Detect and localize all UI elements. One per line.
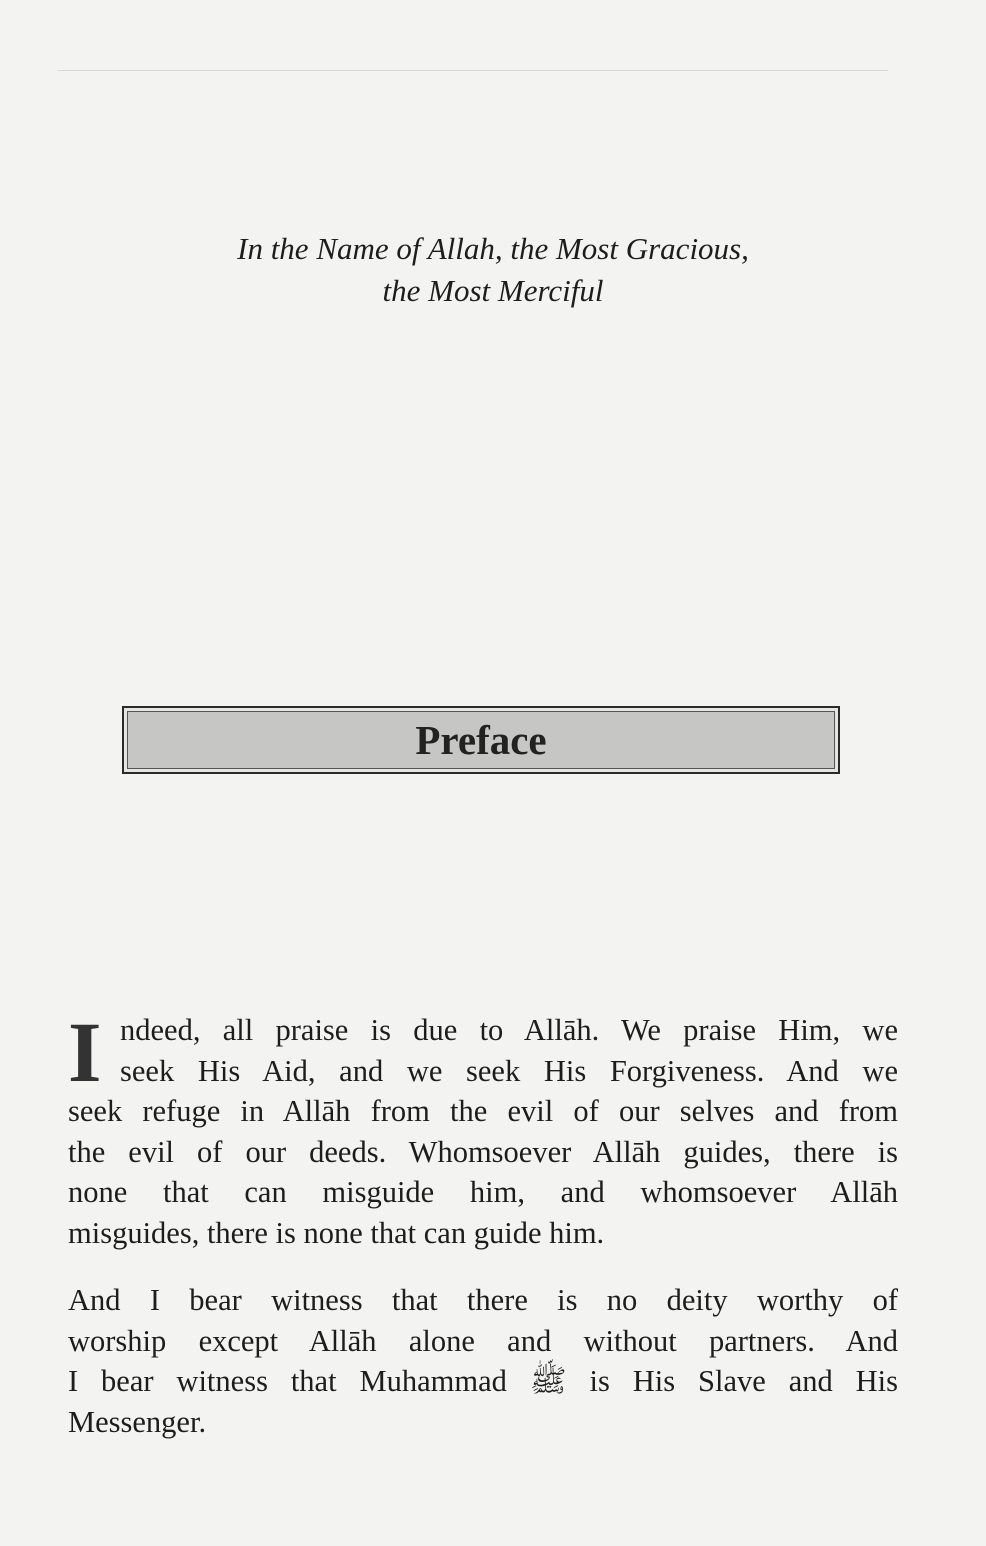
text-line: none that can misguide him, and whomsoever Allāh xyxy=(68,1175,898,1210)
paragraph-1 xyxy=(68,1004,898,1254)
text-line: seek His Aid, and we seek His Forgiveness. And we xyxy=(120,1053,898,1088)
text-line: the evil of our deeds. Whomsoever Allāh guides, there is xyxy=(68,1134,898,1169)
text-line: worship except Allāh alone and without partners. And xyxy=(68,1323,898,1358)
text-line: Messenger. xyxy=(68,1404,207,1439)
text-line: I bear witness that Muhammad ﷺ is His Slave and His xyxy=(68,1364,898,1399)
text-line: misguides, there is none that can guide him. xyxy=(68,1215,605,1250)
section-title: Preface xyxy=(415,717,547,763)
basmala-line-2: the Most Merciful xyxy=(382,273,604,308)
drop-cap: I xyxy=(68,1004,102,1100)
text-line: ndeed, all praise is due to Allāh. We praise Him, we xyxy=(120,1013,898,1047)
section-title-box xyxy=(122,706,840,774)
text-line: seek refuge in Allāh from the evil of our selves and from xyxy=(68,1094,898,1129)
basmala-heading xyxy=(0,228,986,312)
basmala-line-1: In the Name of Allah, the Most Gracious, xyxy=(237,231,749,266)
paragraph-2 xyxy=(68,1280,898,1442)
header-rule xyxy=(58,70,888,71)
text-line: And I bear witness that there is no deity worthy of xyxy=(68,1283,898,1317)
